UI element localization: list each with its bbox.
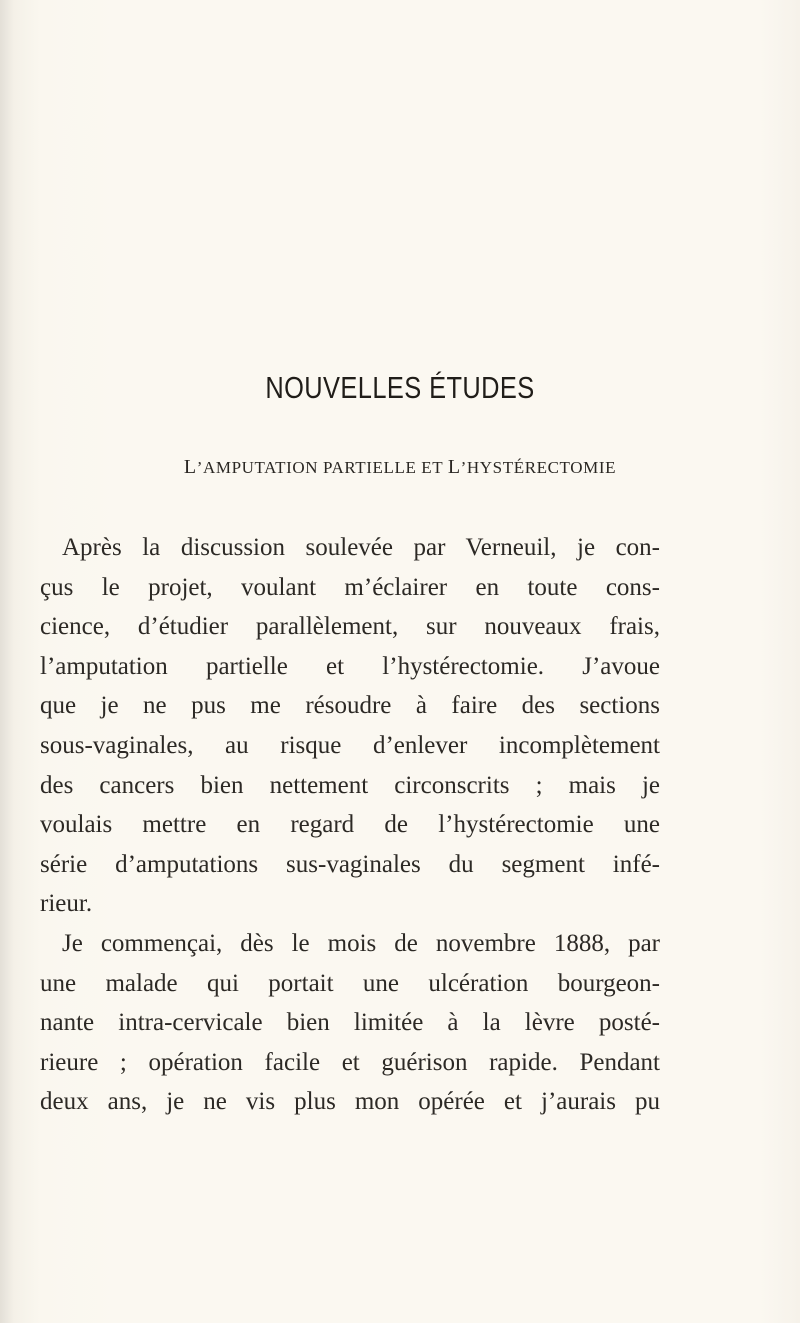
subheading-apostrophe-2: ’H xyxy=(460,458,480,477)
text-line: deux ans, je ne vis plus mon opérée et j’aurais pu xyxy=(40,1088,660,1116)
text-line: rieure ; opération facile et guérison rapide. Pendant xyxy=(40,1048,660,1076)
paragraph-2 xyxy=(40,924,660,1122)
text-line: série d’amputations sus-vaginales du segment infé- xyxy=(40,850,660,878)
chapter-heading: NOUVELLES ÉTUDES xyxy=(265,370,535,405)
subheading-text-2: YSTÉRECTOMIE xyxy=(479,458,617,477)
text-line: nante intra-cervicale bien limitée à la lèvre posté- xyxy=(40,1009,660,1037)
text-line: Après la discussion soulevée par Verneuil, je con- xyxy=(62,534,660,561)
text-line: sous-vaginales, au risque d’enlever incomplètement xyxy=(40,731,660,759)
section-subheading xyxy=(0,456,800,479)
text-line: que je ne pus me résoudre à faire des sections xyxy=(40,692,660,720)
subheading-initial-1: L xyxy=(183,456,197,478)
paragraph-1 xyxy=(40,528,660,924)
text-line: l’amputation partielle et l’hystérectomie. J’avoue xyxy=(40,652,660,680)
subheading-text-1: ’AMPUTATION PARTIELLE ET xyxy=(196,458,448,477)
subheading-initial-2: L xyxy=(447,456,461,478)
text-line: Je commençai, dès le mois de novembre 1888, par xyxy=(62,929,660,957)
text-line: cience, d’étudier parallèlement, sur nouveaux frais, xyxy=(40,613,660,641)
page-spine-shadow xyxy=(0,0,14,1323)
body-text xyxy=(40,528,660,1122)
text-line: rieur. xyxy=(40,890,93,918)
text-line: çus le projet, voulant m’éclairer en toute cons- xyxy=(40,573,660,601)
text-line: une malade qui portait une ulcération bourgeon- xyxy=(40,969,660,997)
text-line: voulais mettre en regard de l’hystérectomie une xyxy=(40,811,660,839)
text-line: des cancers bien nettement circonscrits ; mais je xyxy=(40,771,660,799)
